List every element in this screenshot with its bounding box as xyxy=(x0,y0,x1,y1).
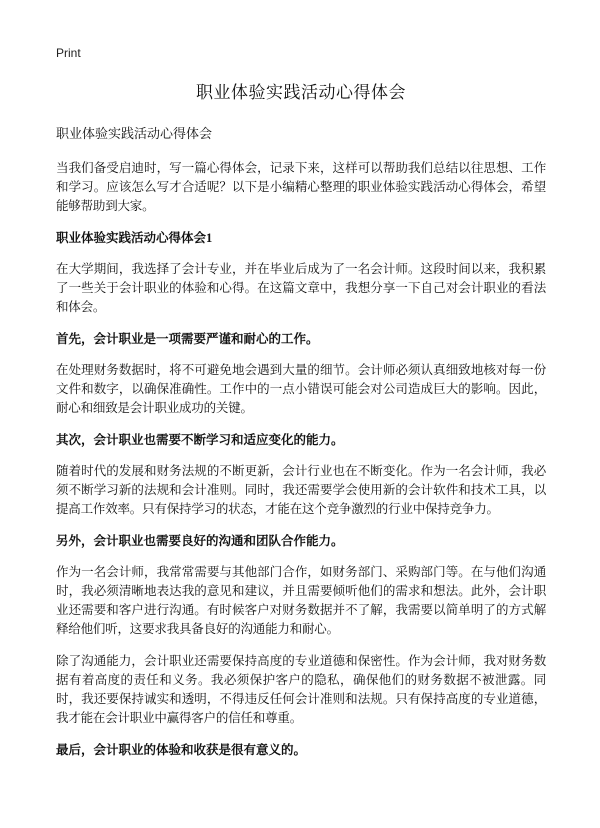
paragraph-1: 在大学期间，我选择了会计专业，并在毕业后成为了一名会计师。这段时间以来，我积累了一些关于会计职业的体验和心得。在这篇文章中，我想分享一下自己对会计职业的看法和体会。 xyxy=(56,261,546,314)
heading-third: 另外，会计职业也需要良好的沟通和团队合作能力。 xyxy=(56,534,344,548)
heading-second: 其次，会计职业也需要不断学习和适应变化的能力。 xyxy=(56,433,344,447)
paragraph-5: 除了沟通能力，会计职业还需要保持高度的专业道德和保密性。作为会计师，我对财务数据有着高度的责任和义务。我必须保护客户的隐私，确保他们的财务数据不被泄露。同时，我还要保持诚实和透明，不得违反任何会计准则和法规。只有保持高度的专业道德，我才能在会计职业中赢得客户的信任和尊重。 xyxy=(56,653,546,725)
paragraph-2: 在处理财务数据时，将不可避免地会遇到大量的细节。会计师必须认真细致地核对每一份文件和数字，以确保准确性。工作中的一点小错误可能会对公司造成巨大的影响。因此，耐心和细致是会计职业成功的关键。 xyxy=(56,362,546,415)
print-link[interactable]: Print xyxy=(56,46,81,60)
heading-last: 最后，会计职业的体验和收获是很有意义的。 xyxy=(56,743,307,757)
intro-paragraph: 当我们备受启迪时，写一篇心得体会，记录下来，这样可以帮助我们总结以往思想、工作和学习。应该怎么写才合适呢？以下是小编精心整理的职业体验实践活动心得体会，希望能够帮助到大家。 xyxy=(56,160,546,213)
paragraph-3: 随着时代的发展和财务法规的不断更新，会计行业也在不断变化。作为一名会计师，我必须不断学习新的法规和会计准则。同时，我还需要学会使用新的会计软件和技术工具，以提高工作效率。只有保持学习的状态，才能在这个竞争激烈的行业中保持竞争力。 xyxy=(56,463,546,516)
document-body xyxy=(56,78,546,771)
page-title: 职业体验实践活动心得体会 xyxy=(196,83,406,103)
paragraph-4: 作为一名会计师，我常常需要与其他部门合作，如财务部门、采购部门等。在与他们沟通时，我必须清晰地表达我的意见和建议，并且需要倾听他们的需求和想法。此外，会计职业还需要和客户进行沟通。有时候客户对财务数据并不了解，我需要以简单明了的方式解释给他们听，这要求我具备良好的沟通能力和耐心。 xyxy=(56,564,546,636)
heading-first: 首先，会计职业是一项需要严谨和耐心的工作。 xyxy=(56,332,319,346)
section-heading: 职业体验实践活动心得体会1 xyxy=(56,231,213,245)
document-subtitle: 职业体验实践活动心得体会 xyxy=(56,127,213,142)
